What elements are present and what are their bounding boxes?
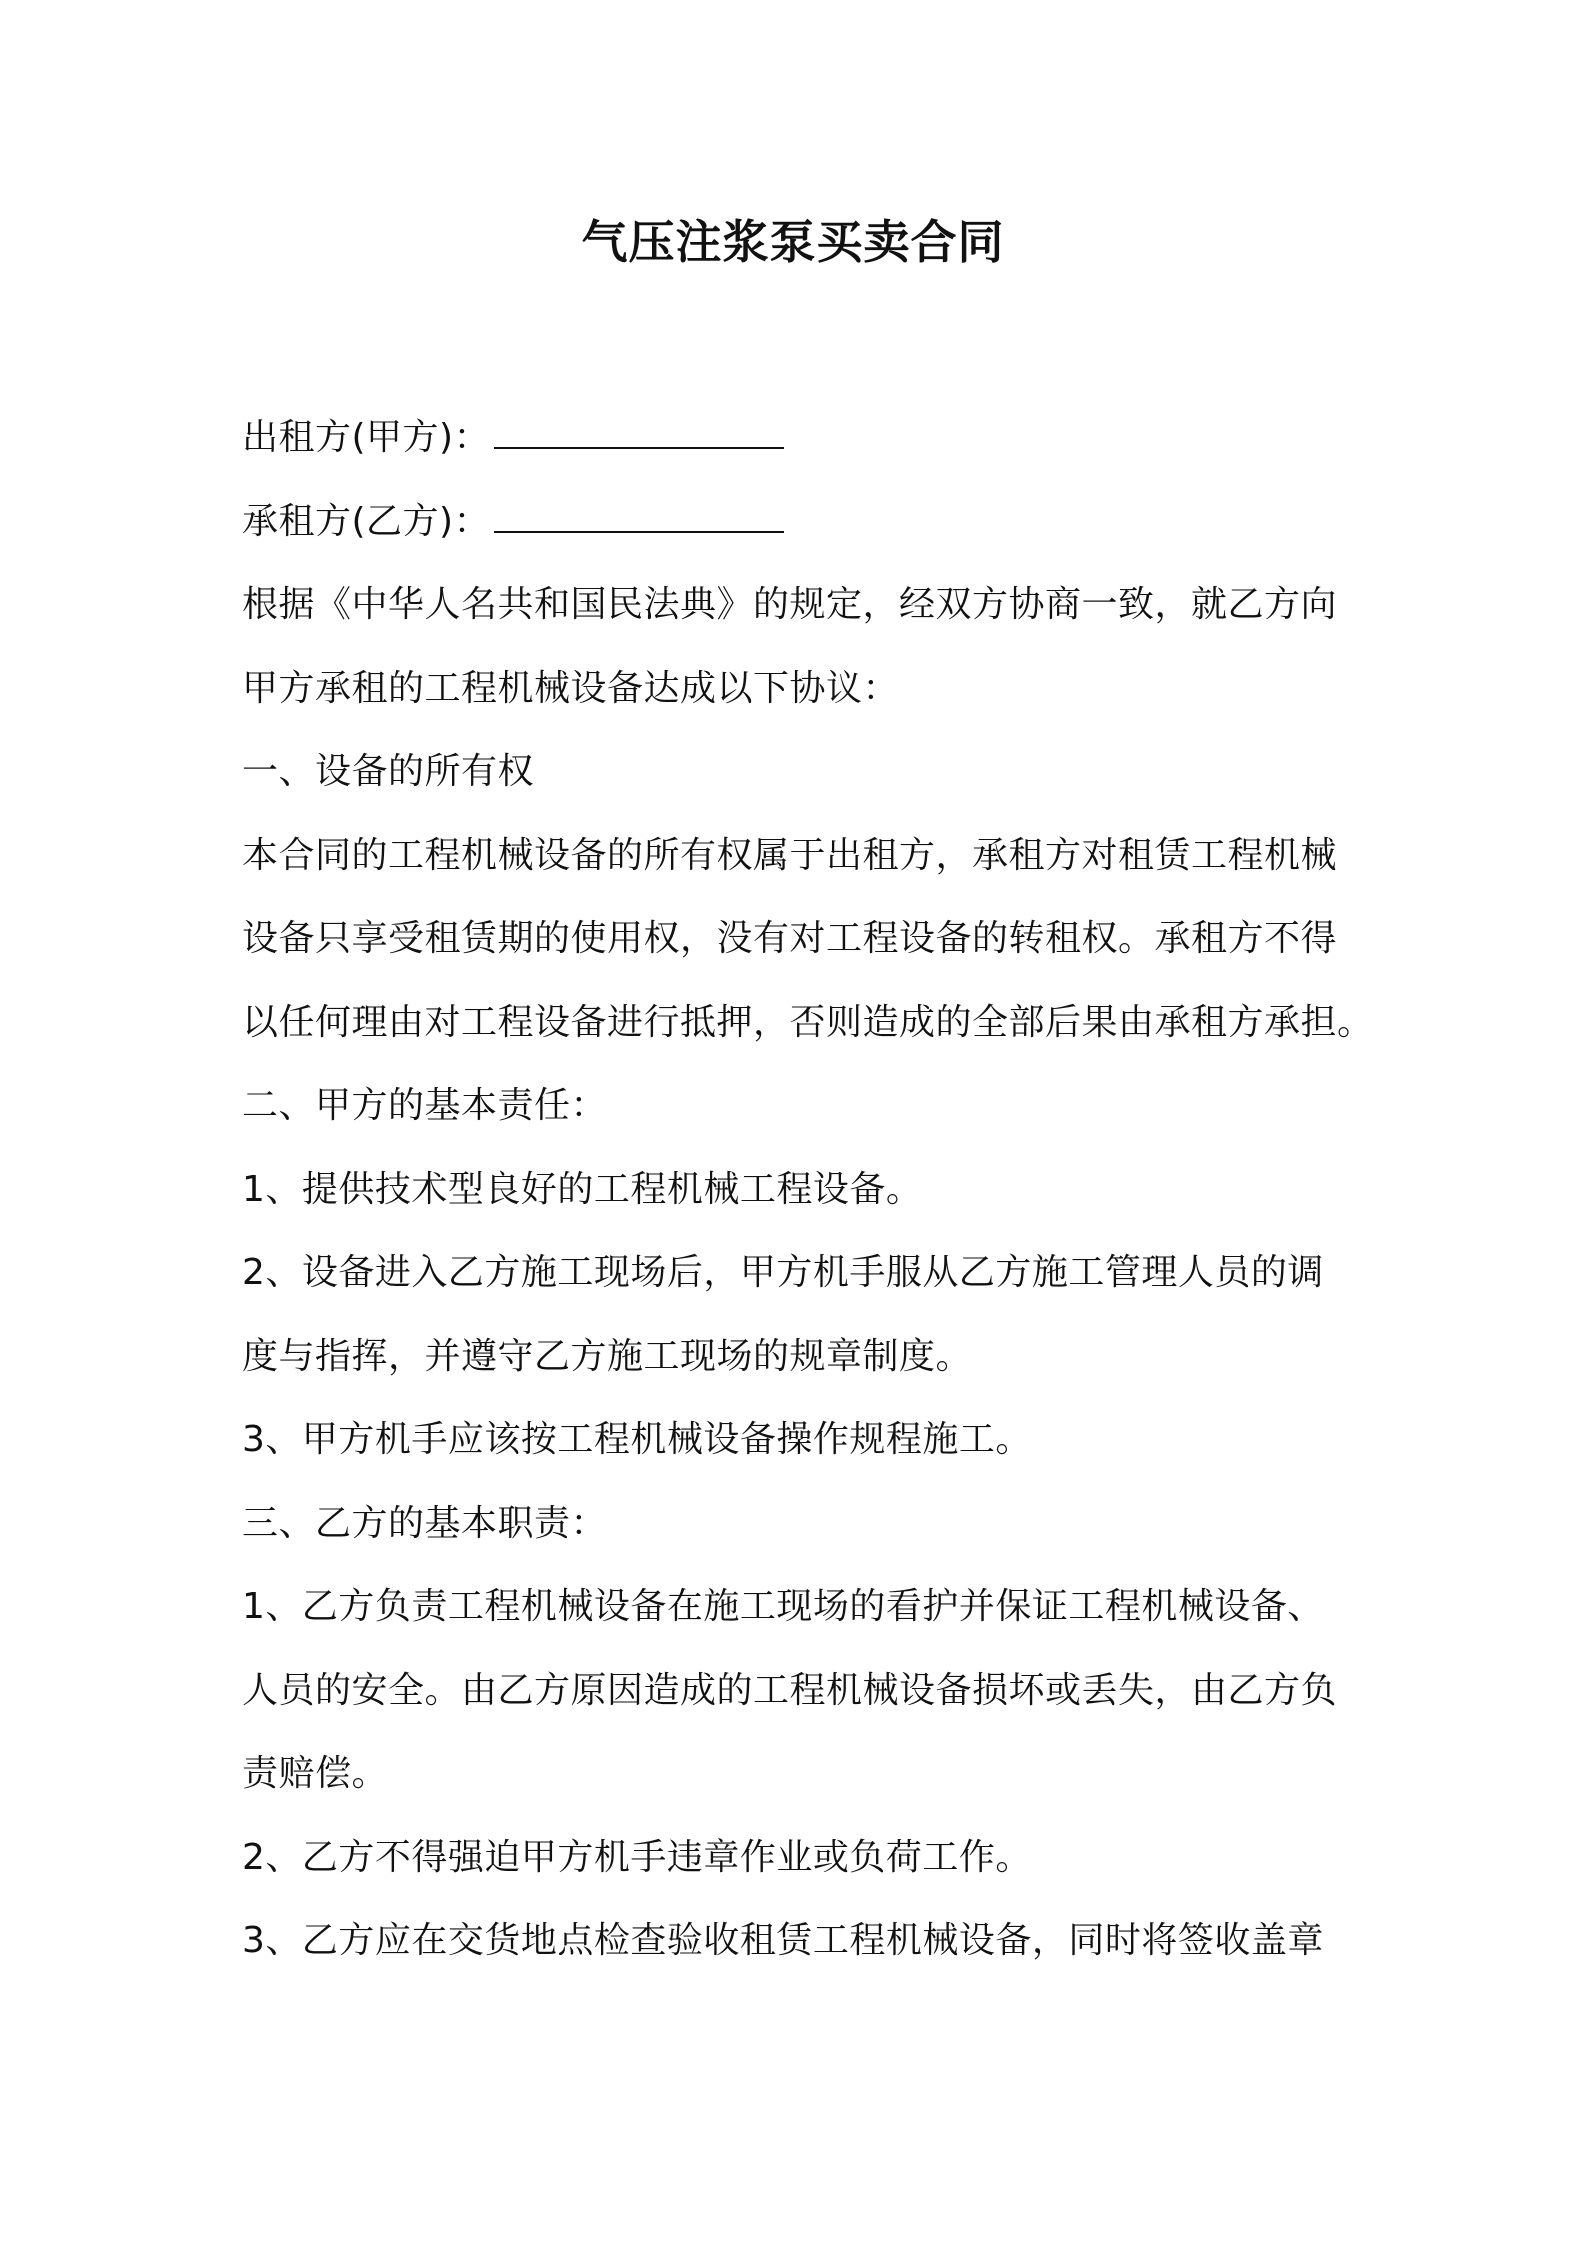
body-line: 根据《中华人名共和国民法典》的规定，经双方协商一致，就乙方向 [242,584,1338,625]
section-heading: 一、设备的所有权 [242,751,535,792]
clause-line: 2、乙方不得强迫甲方机手违章作业或负荷工作。 [242,1837,1032,1878]
party-a-label: 出租方(甲方)： [242,417,491,458]
body-line: 以任何理由对工程设备进行抵押，否则造成的全部后果由承租方承担。 [242,1002,1374,1043]
clause-line: 责赔偿。 [242,1753,389,1794]
party-b-label: 承租方(乙方)： [242,501,491,542]
party-a-line [242,413,784,463]
clause-line: 3、甲方机手应该按工程机械设备操作规程施工。 [242,1419,1032,1460]
clause-line: 人员的安全。由乙方原因造成的工程机械设备损坏或丢失，由乙方负 [242,1670,1338,1711]
clause-line: 1、提供技术型良好的工程机械工程设备。 [242,1169,923,1210]
clause-line: 度与指挥，并遵守乙方施工现场的规章制度。 [242,1336,973,1377]
party-b-line [242,497,784,547]
section-heading: 二、甲方的基本责任： [242,1085,608,1126]
party-b-blank [494,499,784,533]
body-line: 设备只享受租赁期的使用权，没有对工程设备的转租权。承租方不得 [242,918,1338,959]
body-line: 本合同的工程机械设备的所有权属于出租方，承租方对租赁工程机械 [242,835,1338,876]
clause-line: 3、乙方应在交货地点检查验收租赁工程机械设备，同时将签收盖章 [242,1920,1324,1961]
section-heading: 三、乙方的基本职责： [242,1503,608,1544]
party-a-blank [494,415,784,449]
clause-line: 1、乙方负责工程机械设备在施工现场的看护并保证工程机械设备、 [242,1586,1324,1627]
clause-line: 2、设备进入乙方施工现场后，甲方机手服从乙方施工管理人员的调 [242,1252,1324,1293]
document-title: 气压注浆泵买卖合同 [581,215,1005,269]
body-line: 甲方承租的工程机械设备达成以下协议： [242,668,900,709]
